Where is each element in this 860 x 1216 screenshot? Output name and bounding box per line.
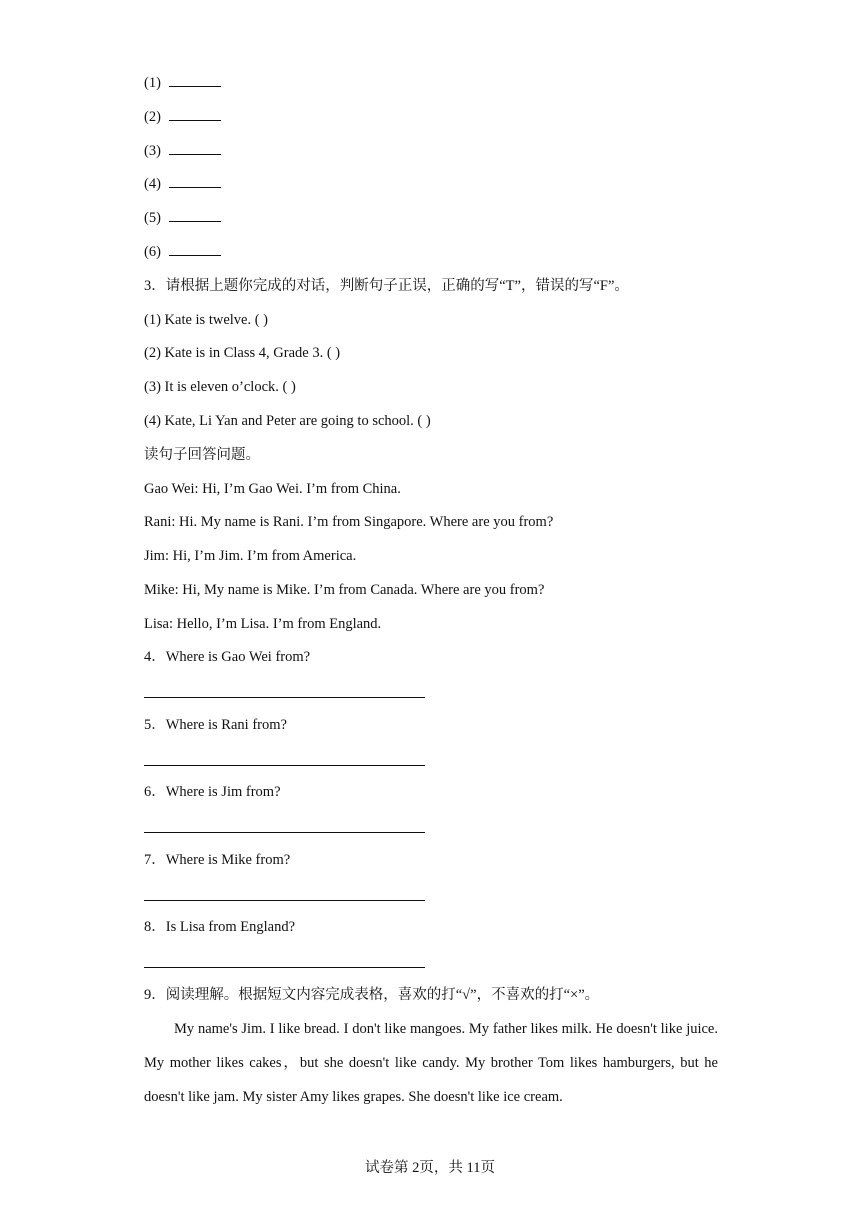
q9-instruction: 9．阅读理解。根据短文内容完成表格，喜欢的打“√”，不喜欢的打“×”。 — [144, 987, 600, 1003]
blank-label: (1) — [144, 75, 161, 91]
answer-line[interactable] — [144, 765, 425, 766]
tf-item: (1) Kate is twelve. ( ) — [144, 312, 269, 328]
tf-item: (2) Kate is in Class 4, Grade 3. ( ) — [144, 345, 341, 361]
answer-blank[interactable] — [169, 243, 221, 256]
answer-blank[interactable] — [169, 209, 221, 222]
reading-instruction: 读句子回答问题。 — [144, 447, 260, 463]
blank-item — [144, 208, 221, 228]
question: 4．Where is Gao Wei from? — [144, 649, 311, 665]
answer-line[interactable] — [144, 900, 425, 901]
tf-item: (4) Kate, Li Yan and Peter are going to school. ( ) — [144, 413, 431, 429]
blank-label: (5) — [144, 210, 161, 226]
answer-blank[interactable] — [169, 175, 221, 188]
page-footer: 试卷第 2页，共 11页 — [365, 1160, 495, 1176]
question: 6．Where is Jim from? — [144, 784, 281, 800]
answer-blank[interactable] — [169, 108, 221, 121]
blank-label: (4) — [144, 176, 161, 192]
dialogue-line: Gao Wei: Hi, I’m Gao Wei. I’m from China. — [144, 481, 401, 497]
answer-blank[interactable] — [169, 142, 221, 155]
dialogue-line: Lisa: Hello, I’m Lisa. I’m from England. — [144, 616, 382, 632]
dialogue-line: Jim: Hi, I’m Jim. I’m from America. — [144, 548, 357, 564]
blank-item — [144, 73, 221, 93]
answer-line[interactable] — [144, 832, 425, 833]
blank-label: (6) — [144, 244, 161, 260]
dialogue-line: Mike: Hi, My name is Mike. I’m from Canada. Where are you from? — [144, 582, 545, 598]
dialogue-line: Rani: Hi. My name is Rani. I’m from Singapore. Where are you from? — [144, 514, 554, 530]
blank-item — [144, 141, 221, 161]
blank-label: (2) — [144, 109, 161, 125]
blank-item — [144, 107, 221, 127]
blank-item — [144, 174, 221, 194]
blank-label: (3) — [144, 143, 161, 159]
reading-passage: My name's Jim. I like bread. I don't like mangoes. My father likes milk. He doesn't like juice. My mother likes cakes，but she doesn't like candy. My brother Tom likes hamburgers, but he doesn't like jam. My sister Amy likes grapes. She doesn't like ice cream. — [144, 1021, 718, 1105]
question: 7．Where is Mike from? — [144, 852, 291, 868]
answer-blank[interactable] — [169, 74, 221, 87]
question: 5．Where is Rani from? — [144, 717, 287, 733]
blank-item — [144, 242, 221, 262]
tf-item: (3) It is eleven o’clock. ( ) — [144, 379, 296, 395]
answer-line[interactable] — [144, 697, 425, 698]
answer-line[interactable] — [144, 967, 425, 968]
question: 8．Is Lisa from England? — [144, 919, 296, 935]
q3-instruction: 3．请根据上题你完成的对话，判断句子正误，正确的写“T”，错误的写“F”。 — [144, 278, 629, 294]
